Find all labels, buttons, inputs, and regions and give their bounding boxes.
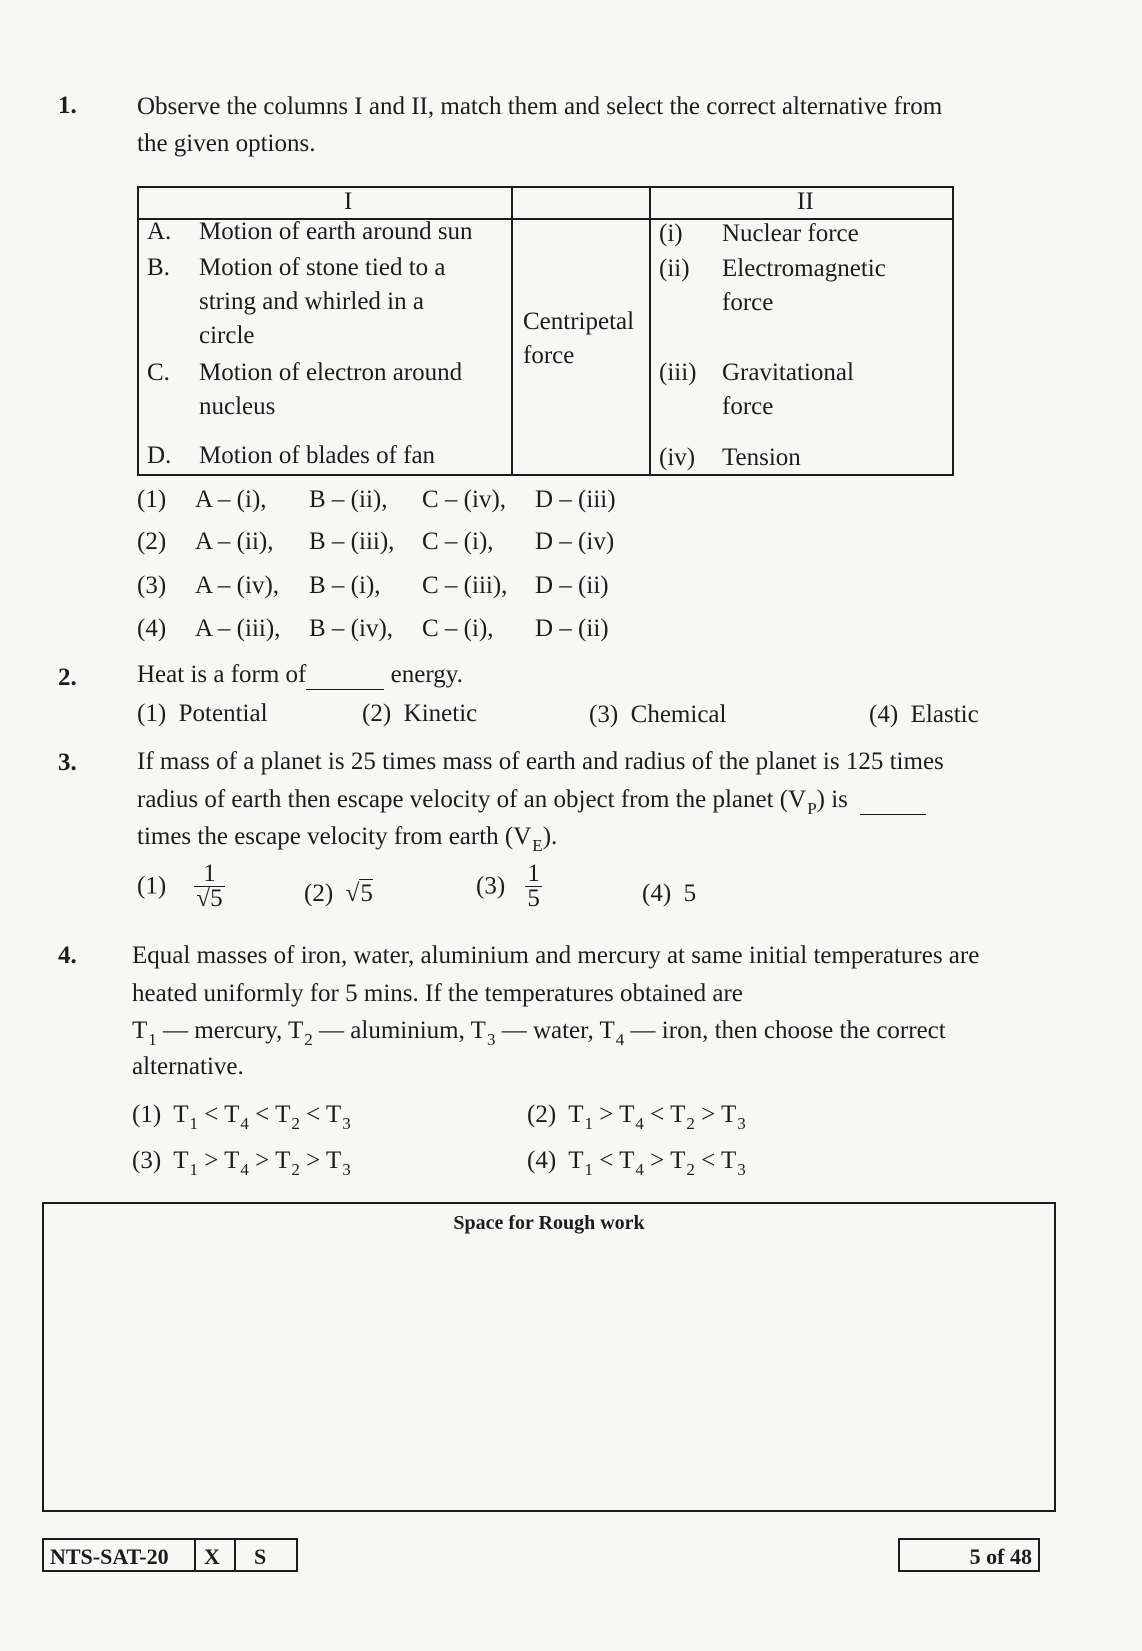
footer-section: S — [254, 1544, 267, 1569]
middle-text-2: force — [523, 342, 575, 369]
row-b-text-2: string and whirled in a — [199, 288, 424, 315]
q3-line-3: times the escape velocity from earth $(V_E)$. — [137, 823, 558, 855]
q2-option-2[interactable]: (2) Kinetic — [362, 700, 478, 727]
rough-work-label: Space for Rough work — [453, 1212, 645, 1234]
row-iv-roman: (iv) — [659, 444, 696, 471]
q3-blank — [860, 786, 926, 815]
q3-line-1: If mass of a planet is 25 times mass of earth and radius of the planet is 125 times — [137, 748, 944, 775]
row-ii-text-2: force — [722, 289, 774, 316]
q4-option-3[interactable]: (3) $T_1 > T_4 > T_2 > T_3$ — [132, 1147, 351, 1179]
row-a-text: Motion of earth around sun — [199, 218, 473, 245]
q2-blank — [306, 661, 384, 690]
q4-option-4[interactable]: (4) $T_1 < T_4 > T_2 < T_3$ — [527, 1147, 746, 1179]
footer-code-box — [42, 1538, 298, 1572]
row-iii-text-2: force — [722, 393, 774, 420]
q3-option-3[interactable]: (3) $\frac{1}{5}$ — [476, 860, 540, 912]
q1-number: 1. — [58, 92, 77, 119]
q4-line-1: Equal masses of iron, water, aluminium and mercury at same initial temperatures are — [132, 942, 980, 969]
q4-line-3: $T_1$ — mercury, $T_2$ — aluminium, $T_3$ — water, $T_4$ — iron, then choose the correct — [132, 1017, 946, 1049]
q3-line-2: radius of earth then escape velocity of an object from the planet $(V_P)$ is — [137, 786, 926, 815]
q4-option-1[interactable]: (1) $T_1 < T_4 < T_2 < T_3$ — [132, 1101, 351, 1133]
match-table — [137, 186, 954, 476]
q1-line-2: the given options. — [137, 130, 316, 157]
row-iii-text-1: Gravitational — [722, 359, 854, 386]
footer-page-box — [898, 1538, 1040, 1572]
q3-option-1[interactable]: (1) $\frac{1}{√5}$ — [137, 860, 223, 912]
q3-option-2[interactable]: (2) √5 — [304, 880, 373, 907]
row-c-text-1: Motion of electron around — [199, 359, 463, 386]
q2-number: 2. — [58, 664, 77, 691]
column-1-header: I — [344, 188, 353, 215]
row-a-letter: A. — [147, 218, 172, 245]
row-c-letter: C. — [147, 359, 170, 386]
column-2-header: II — [797, 188, 814, 215]
row-c-text-2: nucleus — [199, 393, 276, 420]
q4-number: 4. — [58, 942, 77, 969]
row-b-text-1: Motion of stone tied to a — [199, 254, 446, 281]
row-i-text: Nuclear force — [722, 220, 859, 247]
row-ii-roman: (ii) — [659, 255, 690, 282]
row-i-roman: (i) — [659, 220, 683, 247]
rough-work-box[interactable] — [42, 1202, 1056, 1512]
q2-text: Heat is a form of energy. — [137, 661, 463, 688]
row-iv-text: Tension — [722, 444, 801, 471]
row-b-letter: B. — [147, 254, 170, 281]
q4-option-2[interactable]: (2) $T_1 > T_4 < T_2 > T_3$ — [527, 1101, 746, 1133]
q1-line-1: Observe the columns I and II, match them and select the correct alternative from — [137, 93, 943, 120]
q4-line-2: heated uniformly for 5 mins. If the temperatures obtained are — [132, 980, 743, 1007]
q2-option-4[interactable]: (4) Elastic — [869, 701, 979, 728]
q4-line-4: alternative. — [132, 1053, 244, 1080]
row-ii-text-1: Electromagnetic — [722, 255, 886, 282]
middle-text-1: Centripetal — [523, 308, 635, 335]
q2-option-3[interactable]: (3) Chemical — [589, 701, 727, 728]
q3-number: 3. — [58, 749, 77, 776]
row-d-text: Motion of blades of fan — [199, 442, 436, 469]
footer-page: 5 of 48 — [969, 1544, 1032, 1569]
q3-option-4[interactable]: (4) 5 — [642, 880, 697, 907]
row-iii-roman: (iii) — [659, 359, 697, 386]
q2-option-1[interactable]: (1) Potential — [137, 700, 268, 727]
footer-code: NTS-SAT-20 — [50, 1544, 169, 1569]
q1-text — [137, 88, 942, 162]
row-b-text-3: circle — [199, 322, 255, 349]
footer-class: X — [204, 1544, 220, 1569]
row-d-letter: D. — [147, 442, 172, 469]
